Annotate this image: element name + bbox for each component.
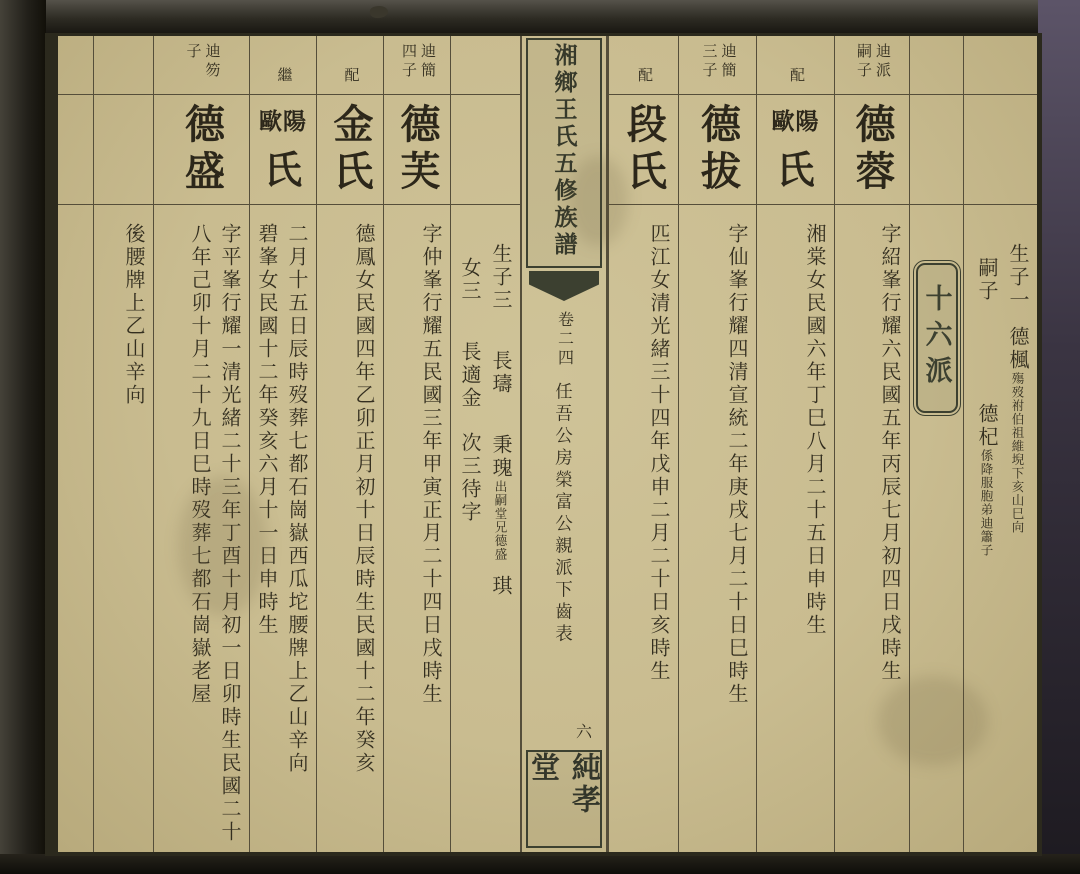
header-cell (679, 36, 756, 95)
fishtail-mark (529, 271, 599, 301)
bio-cell (835, 205, 909, 852)
son-name: 秉瑰 (489, 434, 511, 480)
volume-label: 卷二四 (555, 311, 573, 368)
name-cell-empty (94, 95, 153, 205)
children-note-cell (451, 205, 520, 852)
column-desheng-overflow (93, 36, 153, 852)
header-cell (250, 36, 316, 95)
daughters-label: 女三 (458, 257, 480, 303)
book-spine-column (520, 36, 608, 852)
relation-label: 繼 (275, 67, 292, 86)
name-cell-empty (58, 95, 93, 205)
book-title-box (526, 38, 602, 268)
name-cell-empty (451, 95, 520, 205)
left-margin-column (58, 36, 93, 852)
bio-text: 字仙峯行耀四清宣統二年庚戌七月二十日巳時生 (725, 223, 747, 706)
person-name (259, 103, 307, 204)
photo-edge-bottom (0, 854, 1080, 874)
column-entry-deba (678, 36, 756, 852)
header-cell (384, 36, 450, 95)
bio-text: 字紹峯行耀六民國五年丙辰七月初四日戌時生 (878, 223, 900, 683)
column-entry-derong (834, 36, 909, 852)
name-cell (154, 95, 249, 205)
column-generation-marker (909, 36, 963, 852)
column-entry-desheng (153, 36, 249, 852)
person-name: 金氏 (328, 103, 373, 197)
person-name (772, 103, 820, 204)
bio-text: 碧峯女民國十二年癸亥六月十一日申時生 (255, 223, 277, 637)
generation-cartouche (916, 263, 958, 413)
son-note: 出嗣堂兄德盛 (493, 480, 507, 561)
genealogy-page (45, 33, 1042, 856)
header-cell (154, 36, 249, 95)
spine-spacer (522, 646, 606, 719)
name-cell (757, 95, 834, 205)
bio-cell (757, 205, 834, 852)
daughter-note: 長適金 (458, 341, 480, 410)
person-name: 德蓉 (850, 103, 895, 197)
volume-wrap (522, 311, 606, 368)
bio-cell (317, 205, 383, 852)
bio-cell (384, 205, 450, 852)
children-note-cell (964, 205, 1037, 852)
bio-cell (250, 205, 316, 852)
heir-name: 德杞 (975, 403, 997, 449)
bio-cell (910, 205, 963, 852)
bio-cell (94, 205, 153, 852)
name-cell (609, 95, 678, 205)
person-name: 段氏 (621, 103, 667, 197)
person-name: 德芙 (395, 103, 440, 197)
photo-edge-top (0, 0, 1080, 33)
heir-note: 係降服胞弟迪簫子 (979, 449, 993, 557)
relation-label: 迪派嗣子 (855, 43, 890, 81)
bio-text: 字平峯行耀一清光緒二十三年丁酉十月初一日卯時生民國二十八年己卯十月二十九日巳時歿葬七都石崗嶽老屋 (188, 223, 240, 844)
hall-name: 純孝堂 (527, 752, 600, 816)
section-title: 任吾公房榮富公親派下齒表 (553, 382, 574, 646)
surname-rest: 氏 (776, 150, 815, 192)
header-cell-empty (58, 36, 93, 95)
header-cell-empty (964, 36, 1037, 95)
heir-label: 嗣子 (975, 257, 997, 303)
relation-label: 配 (342, 67, 359, 86)
header-cell-empty (910, 36, 963, 95)
bio-text: 湘棠女民國六年丁巳八月二十五日申時生 (803, 223, 825, 637)
header-cell (757, 36, 834, 95)
sons-label: 生子一 (1006, 243, 1028, 312)
header-cell-empty (94, 36, 153, 95)
person-name: 德盛 (179, 103, 225, 197)
bio-text: 德鳳女民國四年乙卯正月初十日辰時生民國十二年癸亥 (352, 223, 374, 775)
relation-label: 配 (636, 67, 652, 86)
header-cell-empty (451, 36, 520, 95)
column-children-note-right (963, 36, 1037, 852)
bio-cell (679, 205, 756, 852)
name-cell (679, 95, 756, 205)
bio-cell-empty (58, 205, 93, 852)
header-cell (317, 36, 383, 95)
name-cell-empty (964, 95, 1037, 205)
surname-pair: 歐陽 (259, 109, 307, 134)
son-name: 琪 (489, 575, 511, 598)
page-number: 六 (575, 724, 592, 741)
book-title: 湘鄉王氏五修族譜 (551, 43, 577, 259)
name-cell (250, 95, 316, 205)
name-cell (384, 95, 450, 205)
son-name: 德楓 (1006, 326, 1028, 372)
column-children-note-left (450, 36, 520, 852)
name-cell (835, 95, 909, 205)
name-cell (317, 95, 383, 205)
bio-cell (609, 205, 678, 852)
surname-rest: 氏 (263, 150, 302, 192)
header-cell (609, 36, 678, 95)
bio-text-overflow: 二月十五日辰時歿葬七都石崗嶽西瓜坨腰牌上乙山辛向 (285, 223, 307, 775)
relation-label: 迪簡三子 (700, 43, 736, 81)
column-entry-jin-wife (316, 36, 383, 852)
sons-label: 生子三 (489, 243, 511, 312)
relation-label: 迪笏子 (184, 43, 220, 81)
column-entry-defu (383, 36, 450, 852)
son-note: 殤歿祔伯祖維堄下亥山巳向 (1010, 372, 1024, 534)
photo-edge-right (1038, 0, 1080, 874)
bio-text: 字仲峯行耀五民國三年甲寅正月二十四日戌時生 (419, 223, 441, 706)
person-name: 德拔 (695, 103, 741, 197)
relation-label: 迪簡四子 (400, 43, 435, 81)
bio-text: 匹江女清光緒三十四年戊申二月二十日亥時生 (647, 223, 669, 683)
surname-pair: 歐陽 (771, 109, 820, 134)
name-cell-empty (910, 95, 963, 205)
section-wrap (522, 382, 606, 646)
relation-label: 配 (788, 67, 804, 86)
hall-name-box (526, 750, 602, 848)
daughter-note: 次三待字 (458, 432, 480, 524)
column-entry-duan-wife (608, 36, 678, 852)
header-cell (835, 36, 909, 95)
son-name: 長璹 (489, 350, 511, 396)
generation-label: 十六派 (921, 284, 952, 392)
photo-edge-left (0, 0, 46, 874)
bio-cell (154, 205, 249, 852)
column-entry-ouyang-wife (756, 36, 834, 852)
bio-text-overflow: 後腰牌上乙山辛向 (122, 223, 144, 407)
column-entry-ouyang-second-wife (249, 36, 316, 852)
